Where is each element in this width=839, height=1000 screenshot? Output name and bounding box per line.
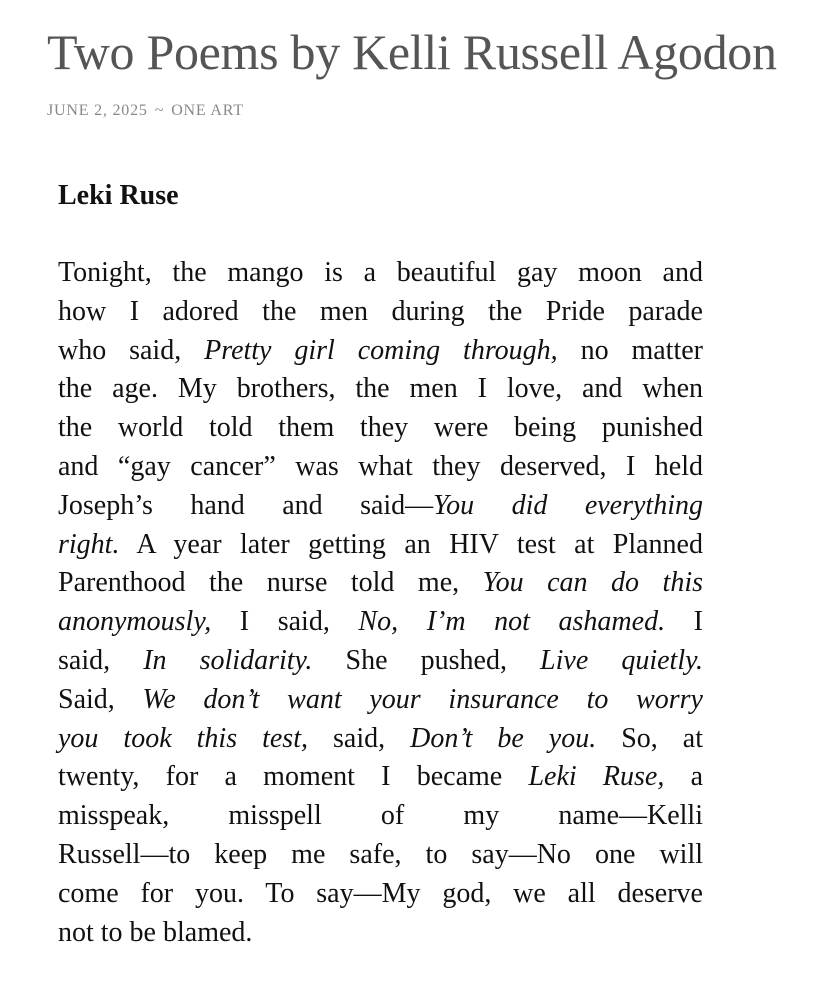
poem-text: Said,	[58, 683, 143, 715]
poem-line	[58, 526, 703, 565]
poem-text: So, at	[596, 722, 704, 754]
poem-line	[58, 836, 703, 875]
post-meta	[47, 100, 244, 122]
poem-italic-text: you took this test,	[58, 722, 308, 754]
meta-separator: ~	[154, 102, 165, 119]
poem-italic-text: Live quietly.	[540, 644, 703, 676]
poem-text: I	[665, 606, 703, 638]
poem-line	[58, 254, 703, 293]
poem-line	[58, 487, 703, 526]
poem-line	[58, 409, 703, 448]
poem-text: A year later getting an HIV test at Planned	[119, 528, 703, 560]
poem-italic-text: You can do this	[482, 567, 703, 599]
poem-body	[58, 254, 703, 952]
poem-title: Leki Ruse	[58, 180, 179, 211]
poem-text: the age. My brothers, the men I love, and when	[58, 373, 703, 405]
poem-line	[58, 875, 703, 914]
poem-line	[58, 642, 703, 681]
poem-text: She pushed,	[312, 644, 541, 676]
poem-text: no matter	[557, 334, 703, 366]
poem-text: Joseph’s hand and said—	[58, 489, 434, 521]
poem-text: and “gay cancer” was what they deserved, I held	[58, 450, 703, 482]
poem-text: not to be blamed.	[58, 916, 253, 948]
poem-text: said,	[58, 644, 144, 676]
poem-line	[58, 603, 703, 642]
poem-text: the world told them they were being punished	[58, 412, 703, 444]
poem-line	[58, 448, 703, 487]
poem-text: I said,	[211, 606, 359, 638]
poem-italic-text: Leki Ruse,	[528, 761, 665, 793]
poem-text: Parenthood the nurse told me,	[58, 567, 483, 599]
poem-italic-text: We don’t want your insurance to worry	[142, 683, 703, 715]
poem-italic-text: In solidarity.	[143, 644, 313, 676]
poem-line	[58, 797, 703, 836]
poem-italic-text: You did everything	[433, 489, 703, 521]
poem-image	[42, 160, 724, 965]
poem-line	[58, 564, 703, 603]
poem-text: said,	[308, 722, 411, 754]
post-category-link[interactable]: ONE ART	[171, 102, 244, 119]
poem-text: how I adored the men during the Pride parade	[58, 295, 703, 327]
poem-line	[58, 914, 703, 953]
poem-italic-text: No, I’m not ashamed.	[358, 606, 666, 638]
poem-line	[58, 370, 703, 409]
poem-italic-text: Pretty girl coming through,	[204, 334, 558, 366]
poem-text: Russell—to keep me safe, to say—No one will	[58, 838, 703, 870]
poem-italic-text: Don’t be you.	[410, 722, 597, 754]
poem-line	[58, 758, 703, 797]
poem-text: a	[664, 761, 703, 793]
post-date-link[interactable]: JUNE 2, 2025	[47, 102, 148, 119]
poem-line	[58, 720, 703, 759]
poem-line	[58, 293, 703, 332]
poem-text: Tonight, the mango is a beautiful gay moon and	[58, 257, 703, 288]
poem-italic-text: anonymously,	[58, 606, 212, 638]
poem-text: who said,	[58, 334, 205, 366]
poem-line	[58, 332, 703, 371]
post-title: Two Poems by Kelli Russell Agodon	[47, 24, 777, 80]
poem-italic-text: right.	[58, 528, 120, 560]
poem-line	[58, 681, 703, 720]
poem-text: misspeak, misspell of my name—Kelli	[58, 800, 703, 832]
poem-text: come for you. To say—My god, we all deserve	[58, 877, 703, 909]
poem-text: twenty, for a moment I became	[58, 761, 529, 793]
